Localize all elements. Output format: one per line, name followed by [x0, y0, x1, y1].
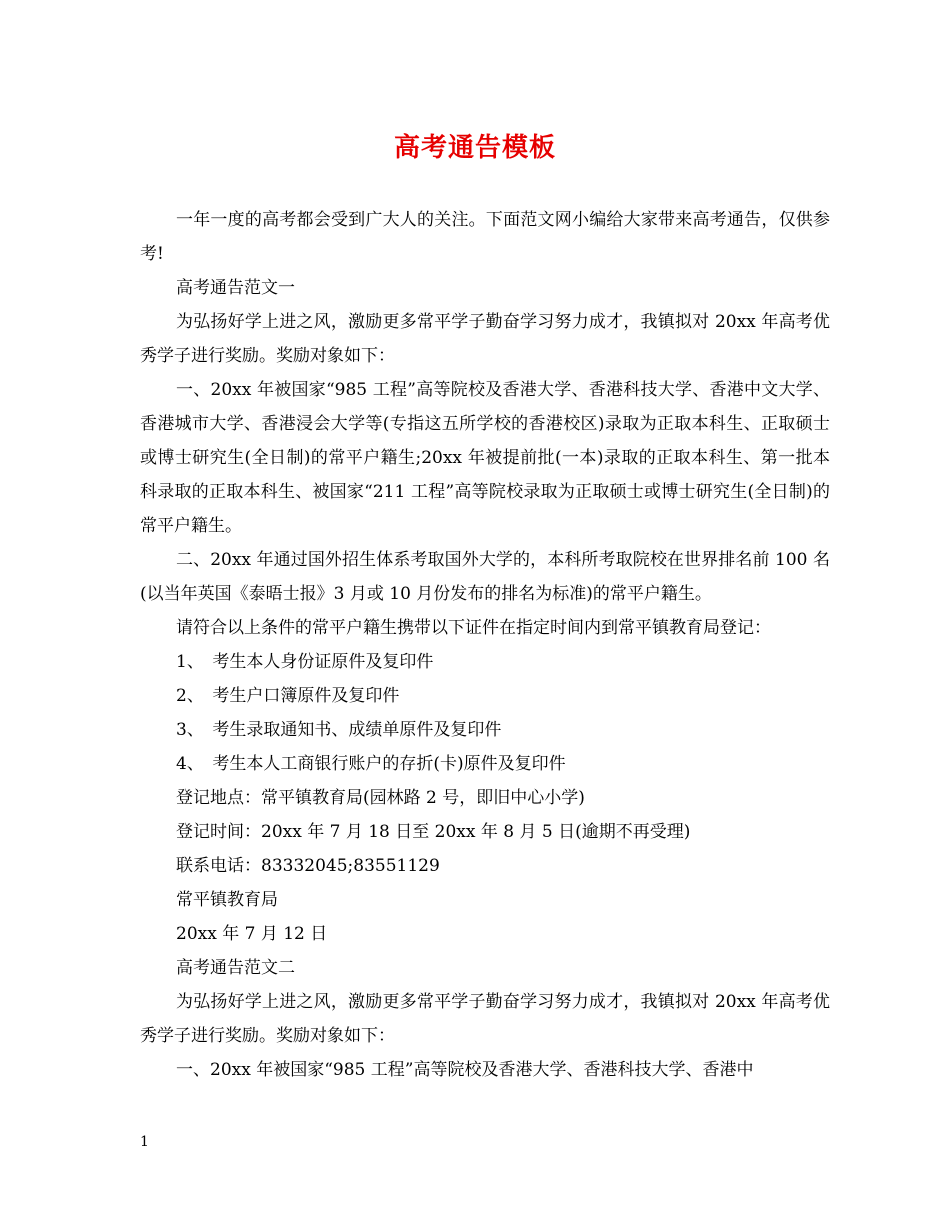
paragraph: 3、 考生录取通知书、成绩单原件及复印件 [176, 720, 502, 740]
paragraph: 为弘扬好学上进之风，激励更多常平学子勤奋学习努力成才，我镇拟对 20xx 年高考优秀学子进行奖励。奖励对象如下： [140, 992, 830, 1046]
paragraph: 一、20xx 年被国家“985 工程”高等院校及香港大学、香港科技大学、香港中文大学、香港城市大学、香港浸会大学等(专指这五所学校的香港校区)录取为正取本科生、正取硕士或博士研究生(全日制)的常平户籍生;20xx 年被提前批(一本)录取的正取本科生、第一批本科录取的正取本科生、被国家“211 工程”高等院校录取为正取硕士或博士研究生(全日制)的常平户籍生。 [140, 380, 830, 536]
paragraph: 登记地点：常平镇教育局(园林路 2 号，即旧中心小学) [176, 788, 585, 808]
paragraph: 联系电话：83332045;83551129 [176, 856, 440, 876]
paragraph: 常平镇教育局 [176, 890, 278, 910]
paragraph: 高考通告范文二 [176, 958, 295, 978]
paragraph: 1、 考生本人身份证原件及复印件 [176, 652, 434, 672]
paragraph: 登记时间：20xx 年 7 月 18 日至 20xx 年 8 月 5 日(逾期不再受理) [176, 822, 691, 842]
paragraph: 20xx 年 7 月 12 日 [176, 924, 328, 944]
paragraph: 二、20xx 年通过国外招生体系考取国外大学的，本科所考取院校在世界排名前 100 名(以当年英国《泰晤士报》3 月或 10 月份发布的排名为标准)的常平户籍生。 [140, 550, 830, 604]
paragraph: 一年一度的高考都会受到广大人的关注。下面范文网小编给大家带来高考通告，仅供参考! [140, 210, 830, 264]
paragraph: 请符合以上条件的常平户籍生携带以下证件在指定时间内到常平镇教育局登记： [176, 618, 771, 638]
page-number: 1 [140, 1134, 149, 1150]
document-body [140, 203, 830, 1087]
paragraph: 4、 考生本人工商银行账户的存折(卡)原件及复印件 [176, 754, 566, 774]
paragraph: 高考通告范文一 [176, 278, 295, 298]
paragraph: 一、20xx 年被国家“985 工程”高等院校及香港大学、香港科技大学、香港中 [176, 1060, 754, 1080]
paragraph: 2、 考生户口簿原件及复印件 [176, 686, 400, 706]
document-title: 高考通告模板 [393, 133, 556, 163]
paragraph: 为弘扬好学上进之风，激励更多常平学子勤奋学习努力成才，我镇拟对 20xx 年高考优秀学子进行奖励。奖励对象如下： [140, 312, 830, 366]
